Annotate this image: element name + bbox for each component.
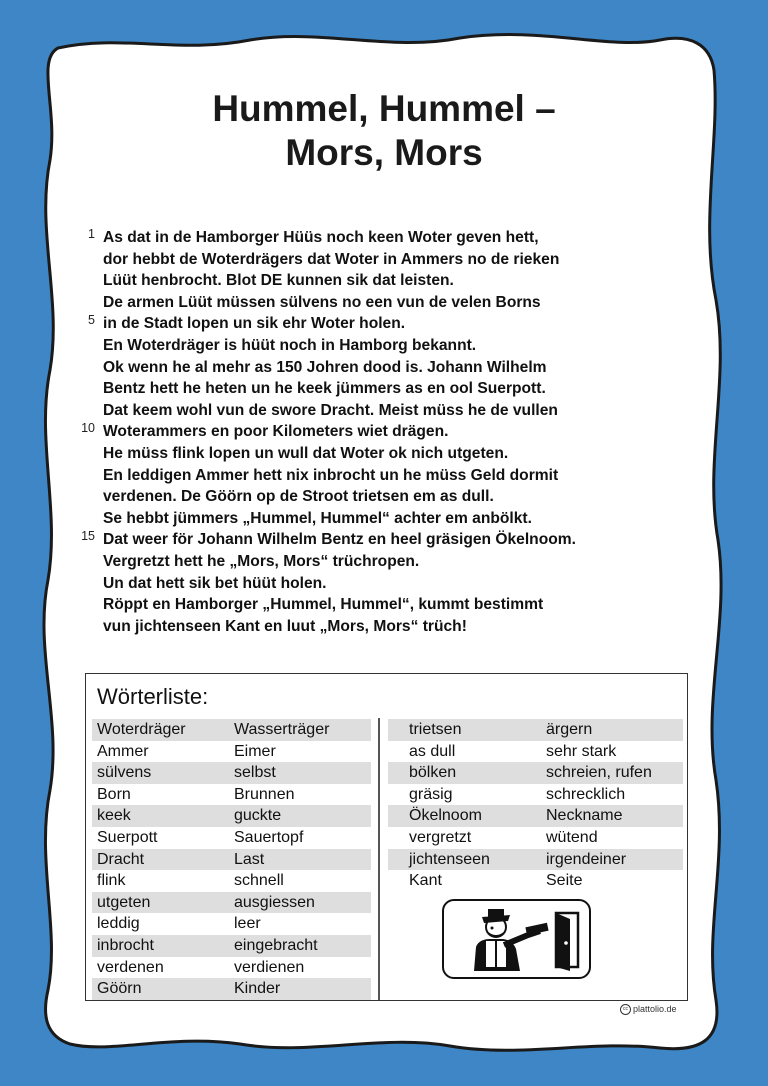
hochdeutsch-word: ärgern xyxy=(546,721,593,738)
line-text: Dat keem wohl vun de swore Dracht. Meist müss he de vullen xyxy=(103,401,558,419)
hochdeutsch-word: verdienen xyxy=(234,958,305,976)
plattdeutsch-word: inbrocht xyxy=(97,936,154,954)
text-line xyxy=(73,529,693,551)
text-line xyxy=(73,313,693,335)
text-line xyxy=(73,465,693,487)
plattdeutsch-word: verdenen xyxy=(97,958,164,976)
wordlist-row xyxy=(92,935,371,957)
hochdeutsch-word: wütend xyxy=(546,828,598,846)
line-text: De armen Lüüt müssen sülvens no een vun de velen Borns xyxy=(103,293,541,311)
text-line xyxy=(73,573,693,595)
line-text: verdenen. De Göörn op de Stroot trietsen em as dull. xyxy=(103,488,494,506)
hochdeutsch-word: Sauertopf xyxy=(234,828,304,846)
hochdeutsch-word: eingebracht xyxy=(234,936,318,954)
wordlist-row xyxy=(388,827,683,849)
wordlist-row xyxy=(388,849,683,871)
text-line xyxy=(73,335,693,357)
line-text: dor hebbt de Woterdrägers dat Woter in Ammers no de rieken xyxy=(103,250,560,268)
hochdeutsch-word: leer xyxy=(234,915,261,933)
text-line xyxy=(73,594,693,616)
text-line xyxy=(73,551,693,573)
credit-text: plattolio.de xyxy=(633,1004,677,1014)
text-line xyxy=(73,616,693,638)
line-text: En leddigen Ammer hett nix inbrocht un he müss Geld dormit xyxy=(103,466,559,484)
line-text: As dat in de Hamborger Hüüs noch keen Woter geven hett, xyxy=(103,229,539,246)
text-line xyxy=(73,378,693,400)
creative-commons-icon: cc xyxy=(620,1004,631,1015)
wordlist-left-column xyxy=(92,719,371,1000)
plattdeutsch-word: bölken xyxy=(409,764,457,782)
wordlist-row xyxy=(92,870,371,892)
hochdeutsch-word: schrecklich xyxy=(546,785,626,803)
line-number: 15 xyxy=(81,529,95,544)
line-text: Se hebbt jümmers „Hummel, Hummel“ achter em anbölkt. xyxy=(103,509,532,527)
text-line xyxy=(73,400,693,422)
plattdeutsch-word: Woterdräger xyxy=(97,721,186,738)
plattdeutsch-word: Kant xyxy=(409,872,442,890)
hochdeutsch-word: Seite xyxy=(546,872,583,890)
hochdeutsch-word: Brunnen xyxy=(234,785,295,803)
plattdeutsch-word: sülvens xyxy=(97,764,152,782)
line-text: He müss flink lopen un wull dat Woter ok nich utgeten. xyxy=(103,444,509,462)
hochdeutsch-word: guckte xyxy=(234,807,282,825)
line-text: Röppt en Hamborger „Hummel, Hummel“, kummt bestimmt xyxy=(103,596,544,614)
line-text: Lüüt henbrocht. Blot DE kunnen sik dat leisten. xyxy=(103,272,454,290)
wordlist-row xyxy=(92,913,371,935)
wordlist-box xyxy=(85,673,688,1001)
line-text: Dat weer för Johann Wilhelm Bentz en heel gräsigen Ökelnoom. xyxy=(103,531,576,549)
story-text xyxy=(73,227,693,637)
hochdeutsch-word: Last xyxy=(234,850,265,868)
wordlist-row xyxy=(92,892,371,914)
hochdeutsch-word: irgendeiner xyxy=(546,850,627,868)
line-number: 5 xyxy=(88,313,95,328)
plattdeutsch-word: Born xyxy=(97,785,131,803)
door-icon xyxy=(556,913,578,971)
text-line xyxy=(73,443,693,465)
hochdeutsch-word: ausgiessen xyxy=(234,893,315,911)
plattdeutsch-word: leddig xyxy=(97,915,140,933)
hochdeutsch-word: sehr stark xyxy=(546,742,617,760)
plattdeutsch-word: as dull xyxy=(409,742,456,760)
wordlist-row xyxy=(388,784,683,806)
plattdeutsch-word: trietsen xyxy=(409,721,462,738)
wordlist-row xyxy=(388,741,683,763)
wordlist-row xyxy=(92,784,371,806)
text-line xyxy=(73,270,693,292)
text-line xyxy=(73,508,693,530)
line-text: in de Stadt lopen un sik ehr Woter holen. xyxy=(103,315,406,333)
line-text: vun jichtenseen Kant en luut „Mors, Mors“ trüch! xyxy=(103,617,467,635)
hochdeutsch-word: Wasserträger xyxy=(234,721,330,738)
wordlist-row xyxy=(92,805,371,827)
wordlist-row xyxy=(92,827,371,849)
hochdeutsch-word: selbst xyxy=(234,764,276,782)
plattdeutsch-word: Dracht xyxy=(97,850,145,868)
plattdeutsch-word: vergretzt xyxy=(409,828,472,846)
wordlist-row xyxy=(388,870,683,892)
hochdeutsch-word: Kinder xyxy=(234,980,281,998)
wordlist-row xyxy=(92,978,371,1000)
plattdeutsch-word: flink xyxy=(97,872,126,890)
wordlist-row xyxy=(92,719,371,741)
wordlist-title: Wörterliste: xyxy=(97,684,209,709)
wordlist-row xyxy=(92,741,371,763)
plattdeutsch-word: gräsig xyxy=(409,785,453,803)
plattdeutsch-word: Ammer xyxy=(97,742,149,760)
plattdeutsch-word: utgeten xyxy=(97,893,151,911)
line-text: En Woterdräger is hüüt noch in Hamborg bekannt. xyxy=(103,336,477,354)
line-text: Bentz hett he heten un he keek jümmers as en ool Suerpott. xyxy=(103,380,546,398)
text-line xyxy=(73,249,693,271)
hochdeutsch-word: schreien, rufen xyxy=(546,764,652,782)
text-line xyxy=(73,421,693,443)
wordlist-row xyxy=(92,957,371,979)
wordlist-row xyxy=(92,762,371,784)
text-line xyxy=(73,227,693,249)
line-text: Vergretzt hett he „Mors, Mors“ trüchropen. xyxy=(103,552,420,570)
text-line xyxy=(73,486,693,508)
plattdeutsch-word: jichtenseen xyxy=(409,850,490,868)
hochdeutsch-word: schnell xyxy=(234,872,284,890)
line-text: Ok wenn he al mehr as 150 Johren dood is. Johann Wilhelm xyxy=(103,358,547,376)
water-carrier-pictogram xyxy=(442,899,591,979)
copyright-credit xyxy=(620,1004,677,1015)
text-line xyxy=(73,357,693,379)
line-text: Un dat hett sik bet hüüt holen. xyxy=(103,574,327,592)
wordlist-row xyxy=(388,805,683,827)
wordlist-divider xyxy=(378,718,380,1000)
hochdeutsch-word: Eimer xyxy=(234,742,276,760)
text-line xyxy=(73,292,693,314)
hochdeutsch-word: Neckname xyxy=(546,807,623,825)
page-title-line-2: Mors, Mors xyxy=(285,132,483,173)
line-text: Woterammers en poor Kilometers wiet drägen. xyxy=(103,423,449,441)
wordlist-row xyxy=(388,762,683,784)
line-number: 1 xyxy=(88,227,95,241)
wordlist-row xyxy=(388,719,683,741)
plattdeutsch-word: Göörn xyxy=(97,980,142,998)
plattdeutsch-word: Suerpott xyxy=(97,828,158,846)
page-title-line-1: Hummel, Hummel – xyxy=(212,88,556,129)
water-carrier-figure-icon xyxy=(474,909,549,971)
line-number: 10 xyxy=(81,421,95,436)
wordlist-row xyxy=(92,849,371,871)
plattdeutsch-word: keek xyxy=(97,807,131,825)
plattdeutsch-word: Ökelnoom xyxy=(409,807,482,825)
wordlist-right-column xyxy=(388,719,683,892)
